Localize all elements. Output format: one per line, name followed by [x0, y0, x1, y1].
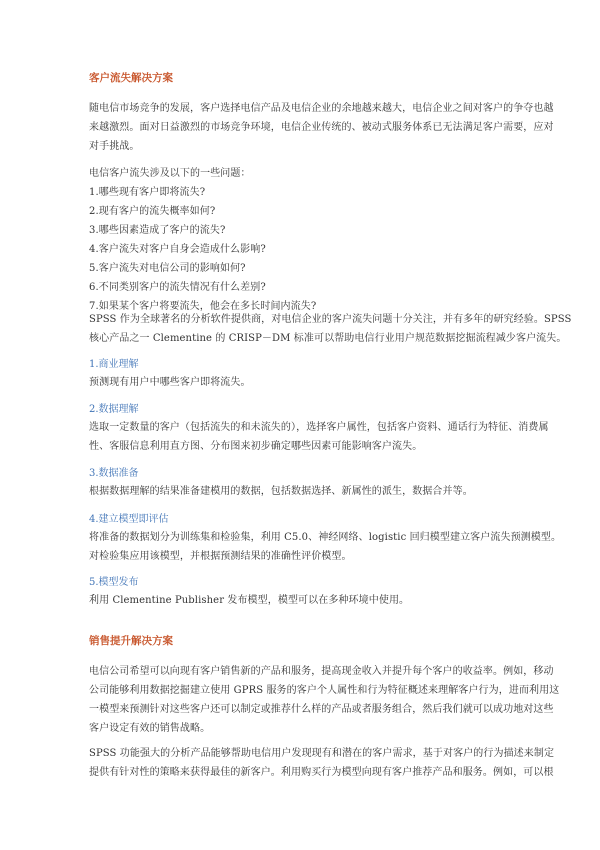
issues-lead: 电信客户流失涉及以下的一些问题：	[89, 168, 251, 179]
step-business-understanding	[89, 357, 515, 392]
list-item: 7.如果某个客户将要流失，他会在多长时间内流失?	[89, 301, 317, 312]
sales-paragraph-1	[89, 662, 560, 738]
list-item: 2.现有客户的流失概率如何?	[89, 206, 216, 217]
text-line: 客户设定有效的销售战略。	[89, 723, 211, 734]
text-line: 电信公司希望可以向现有客户销售新的产品和服务，提高现金收入并提升每个客户的收益率。例如，移动	[89, 666, 554, 677]
text-line: 根据数据理解的结果准备建模用的数据，包括数据选择、新属性的派生，数据合并等。	[89, 486, 473, 497]
text-line: 对检验集应用该模型，并根据预测结果的准确性评价模型。	[89, 551, 352, 562]
list-item: 5.客户流失对电信公司的影响如何?	[89, 263, 246, 274]
issues-block	[89, 164, 515, 316]
text-line: 性、客服信息利用直方图、分布图来初步确定哪些因素可能影响客户流失。	[89, 441, 423, 452]
sales-paragraph-2	[89, 744, 555, 782]
list-item: 1.哪些现有客户即将流失?	[89, 187, 206, 198]
text-line: 一模型来预测针对这些客户还可以制定或推荐什么样的产品或者服务组合，然后我们就可以成功地对这些	[89, 704, 554, 715]
text-line: 将准备的数据划分为训练集和检验集，利用 C5.0、神经网络、logistic 回归模型建立客户流失预测模型。	[89, 532, 562, 543]
spss-paragraph	[89, 310, 572, 348]
section-title-sales: 销售提升解决方案	[89, 635, 173, 647]
text-line: 公司能够利用数据挖掘建立使用 GPRS 服务的客户个人属性和行为特征概述来理解客户行为，进而利用这	[89, 685, 560, 696]
step-title: 1.商业理解	[89, 359, 139, 370]
step-data-understanding	[89, 402, 549, 456]
text-line: 提供有针对性的策略来获得最佳的新客户。利用购买行为模型向现有客户推荐产品和服务。例如，可以根	[89, 767, 554, 778]
step-title: 2.数据理解	[89, 404, 139, 415]
step-title: 4.建立模型即评估	[89, 514, 169, 525]
text-line: SPSS 功能强大的分析产品能够帮助电信用户发现现有和潜在的客户需求，基于对客户的行为描述来制定	[89, 748, 555, 759]
step-data-preparation	[89, 466, 515, 501]
list-item: 4.客户流失对客户自身会造成什么影响?	[89, 244, 266, 255]
intro-paragraph	[89, 99, 554, 156]
text-line: 对手挑战。	[89, 141, 140, 152]
step-modeling-evaluation	[89, 512, 562, 566]
list-item: 6.不同类别客户的流失情况有什么差别?	[89, 282, 266, 293]
text-line: 利用 Clementine Publisher 发布模型，模型可以在多种环境中使用。	[89, 595, 410, 606]
text-line: 随电信市场竞争的发展，客户选择电信产品及电信企业的余地越来越大，电信企业之间对客户的争夺也越	[89, 103, 554, 114]
section-title-churn: 客户流失解决方案	[89, 72, 173, 84]
text-line: 来越激烈。面对日益激烈的市场竞争环境，电信企业传统的、被动式服务体系已无法满足客户需要，应对	[89, 122, 554, 133]
text-line: 选取一定数量的客户（包括流失的和未流失的），选择客户属性，包括客户资料、通话行为特征、消费属	[89, 422, 549, 433]
text-line: 预测现有用户中哪些客户即将流失。	[89, 377, 251, 388]
list-item: 3.哪些因素造成了客户的流失?	[89, 225, 226, 236]
step-deployment	[89, 575, 515, 610]
step-title: 3.数据准备	[89, 468, 139, 479]
text-line: SPSS 作为全球著名的分析软件提供商，对电信企业的客户流失问题十分关注，并有多年的研究经验。SPSS	[89, 314, 572, 325]
text-line: 核心产品之一 Clementine 的 CRISP－DM 标准可以帮助电信行业用户规范数据挖掘流程减少客户流失。	[89, 333, 567, 344]
step-title: 5.模型发布	[89, 577, 139, 588]
